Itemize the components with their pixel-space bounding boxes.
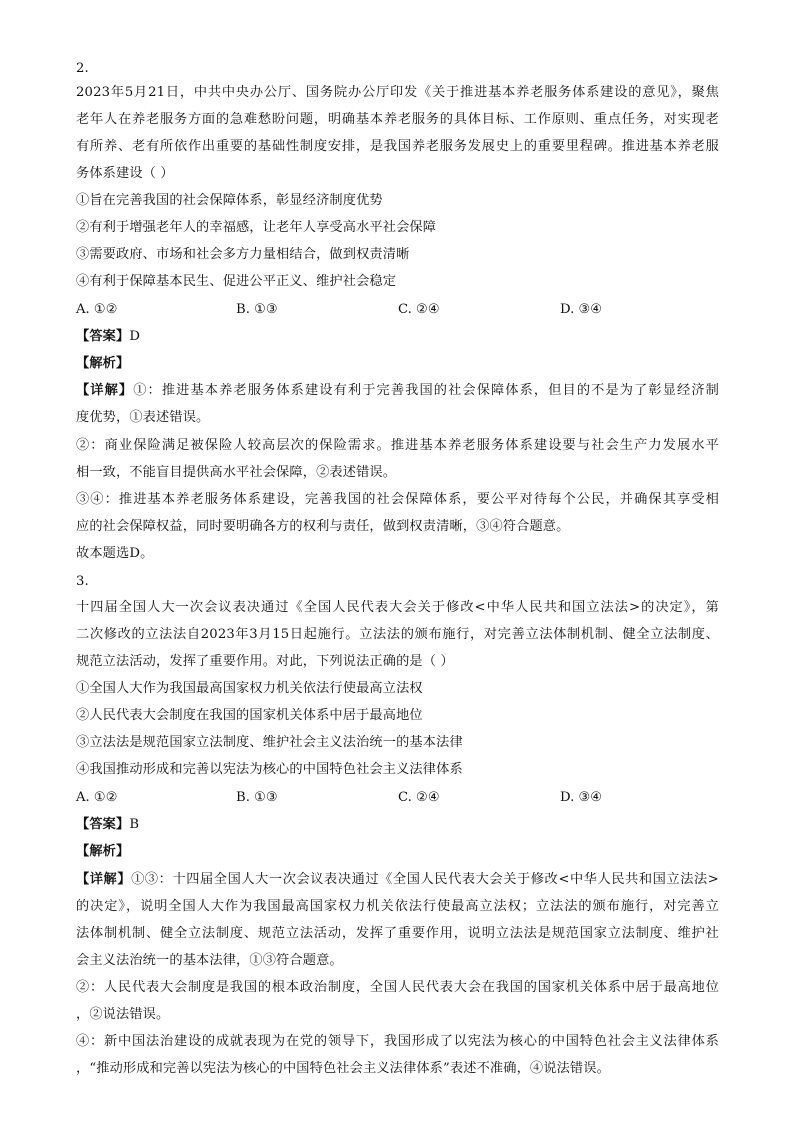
question-3-option-a: A. ①②	[76, 790, 118, 805]
question-2-stem-line: 老年人在养老服务方面的急难愁盼问题，明确基本养老服务的具体目标、工作原则、重点任务，对实现老	[76, 112, 719, 127]
question-3-stem-line: 二次修改的立法法自2023年3月15日起施行。立法法的颁布施行，对完善立法体制机制、健全立法制度、	[76, 627, 719, 642]
detail-label: 【详解】	[76, 872, 132, 887]
question-2-option-c: C. ②④	[398, 302, 440, 317]
answer-value: B	[129, 817, 140, 832]
question-3-detail-line: ④：新中国法治建设的成就表现为在党的领导下，我国形成了以宪法为核心的中国特色社会主义法律体系	[76, 1034, 719, 1049]
question-2-stem-line: 有所养、老有所依作出重要的基础性制度安排，是我国养老服务发展史上的重要里程碑。推进基本养老服	[76, 139, 719, 154]
question-3-analysis-label: 【解析】	[76, 844, 130, 859]
question-2-option-a: A. ①②	[76, 302, 118, 317]
answer-value: D	[129, 329, 141, 344]
question-2-statement: ①旨在完善我国的社会保障体系，彰显经济制度优势	[76, 193, 383, 208]
question-2-detail-line: ③④：推进基本养老服务体系建设，完善我国的社会保障体系，要公平对待每个公民，并确保其享受相	[76, 492, 719, 507]
question-3-answer	[76, 815, 139, 835]
question-2-number: 2.	[76, 61, 89, 76]
question-2-option-d: D. ③④	[560, 302, 603, 317]
question-2-detail-line: ②：商业保险满足被保险人较高层次的保险需求。推进基本养老服务体系建设要与社会生产力发展水平	[76, 438, 719, 453]
detail-label: 【详解】	[76, 383, 134, 398]
question-3-number: 3.	[76, 574, 89, 589]
question-2-answer	[76, 327, 140, 347]
question-3-statement: ①全国人大作为我国最高国家权力机关依法行使最高立法权	[76, 681, 423, 696]
question-2-statement: ③需要政府、市场和社会多方力量相结合，做到权责清晰	[76, 247, 410, 262]
question-3-statement: ③立法法是规范国家立法制度、维护社会主义法治统一的基本法律	[76, 735, 463, 750]
question-3-detail-line: ，②说法错误。	[76, 1007, 170, 1022]
question-3-detail-line: 会主义法治统一的基本法律，①③符合题意。	[76, 953, 343, 968]
question-3-option-c: C. ②④	[398, 790, 440, 805]
question-3-statement: ④我国推动形成和完善以宪法为核心的中国特色社会主义法律体系	[76, 762, 463, 777]
question-2-analysis-label: 【解析】	[76, 356, 130, 371]
question-2-detail-line: 度优势，①表述错误。	[76, 410, 210, 425]
question-2-conclusion: 故本题选D。	[76, 546, 154, 561]
question-2-detail-line: 相一致，不能盲目提供高水平社会保障，②表述错误。	[76, 465, 397, 480]
question-3-option-b: B. ①③	[236, 790, 278, 805]
question-3-statement: ②人民代表大会制度在我国的国家机关体系中居于最高地位	[76, 708, 423, 723]
question-2-detail-line	[76, 381, 719, 401]
question-3-option-d: D. ③④	[560, 790, 603, 805]
question-3-stem-line: 规范立法活动，发挥了重要作用。对此，下列说法正确的是（ ）	[76, 654, 454, 669]
answer-label: 【答案】	[76, 817, 130, 832]
question-2-detail-line: 应的社会保障权益，同时要明确各方的权利与责任，做到权责清晰，③④符合题意。	[76, 519, 570, 534]
detail-text: ①③：十四届全国人大一次会议表决通过《全国人民代表大会关于修改<中华人民共和国立法法>	[131, 872, 719, 887]
question-2-statement: ②有利于增强老年人的幸福感，让老年人享受高水平社会保障	[76, 220, 437, 235]
question-2-option-b: B. ①③	[236, 302, 278, 317]
question-3-detail-line: ，“推动形成和完善以宪法为核心的中国特色社会主义法律体系”表述不准确，④说法错误。	[76, 1061, 610, 1076]
question-3-stem-line: 十四届全国人大一次会议表决通过《全国人民代表大会关于修改<中华人民共和国立法法>的决定》，第	[76, 600, 719, 615]
question-3-detail-line: 的决定》，说明全国人大作为我国最高国家权力机关依法行使最高立法权；立法法的颁布施行，对完善立	[76, 899, 719, 914]
detail-text: ①：推进基本养老服务体系建设有利于完善我国的社会保障体系，但目的不是为了彰显经济制	[133, 383, 719, 398]
question-2-stem-line: 2023年5月21日，中共中央办公厅、国务院办公厅印发《关于推进基本养老服务体系建设的意见》，聚焦	[76, 85, 719, 100]
question-2-statement: ④有利于保障基本民生、促进公平正义、维护社会稳定	[76, 274, 397, 289]
question-2-stem-line: 务体系建设（ ）	[76, 166, 174, 181]
question-3-detail-line	[76, 870, 719, 890]
question-3-detail-line: ②：人民代表大会制度是我国的根本政治制度，全国人民代表大会在我国的国家机关体系中居于最高地位	[76, 980, 719, 995]
answer-label: 【答案】	[76, 329, 130, 344]
question-3-detail-line: 法体制机制、健全立法制度、规范立法活动，发挥了重要作用，说明立法法是规范国家立法制度、维护社	[76, 926, 719, 941]
